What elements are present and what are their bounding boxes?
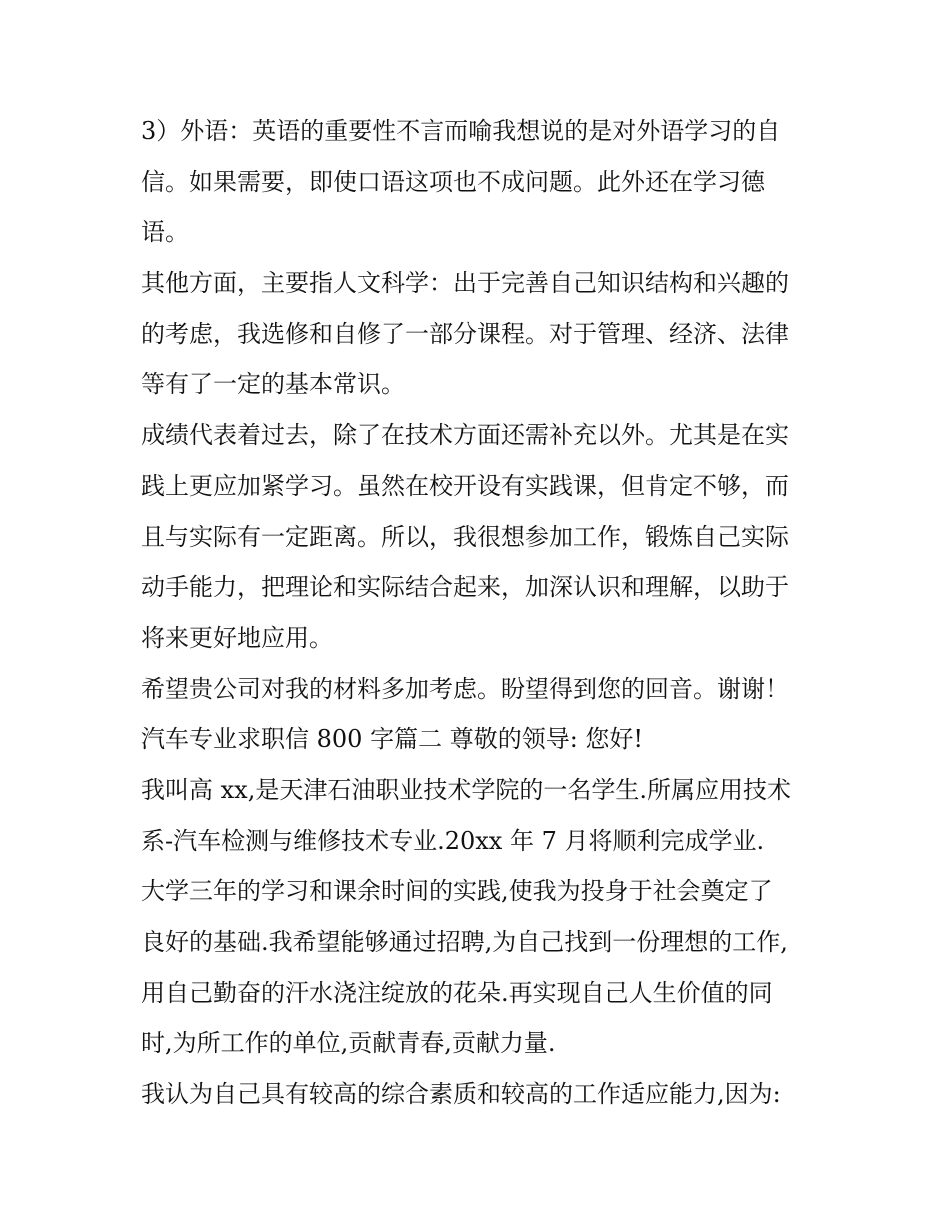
text-line-11: 将来更好地应用。: [141, 623, 333, 652]
body-text: [141, 106, 821, 1120]
text-line-20: 我认为自己具有较高的综合素质和较高的工作适应能力,因为:: [141, 1080, 781, 1109]
text-line-13: 汽车专业求职信 800 字篇二 尊敬的领导: 您好!: [141, 725, 644, 754]
text-line-9: 且与实际有一定距离。所以，我很想参加工作，锻炼自己实际: [141, 522, 789, 551]
text-line-2: 信。如果需要，即使口语这项也不成问题。此外还在学习德: [141, 167, 765, 196]
text-line-7: 成绩代表着过去，除了在技术方面还需补充以外。尤其是在实: [141, 421, 789, 450]
text-line-1: 3）外语：英语的重要性不言而喻我想说的是对外语学习的自: [141, 117, 781, 145]
text-line-8: 践上更应加紧学习。虽然在校开设有实践课，但肯定不够，而: [141, 471, 789, 500]
text-line-10: 动手能力，把理论和实际结合起来，加深认识和理解，以助于: [141, 573, 789, 602]
text-line-16: 大学三年的学习和课余时间的实践,使我为投身于社会奠定了: [141, 877, 773, 906]
text-line-4: 其他方面，主要指人文科学：出于完善自己知识结构和兴趣的: [141, 269, 789, 298]
text-line-12: 希望贵公司对我的材料多加考虑。盼望得到您的回音。谢谢！: [141, 674, 789, 703]
text-line-19: 时,为所工作的单位,贡献青春,贡献力量.: [141, 1029, 556, 1058]
text-line-15: 系-汽车检测与维修技术专业.20xx 年 7 月将顺利完成学业.: [141, 826, 765, 855]
text-line-14: 我叫高 xx,是天津石油职业技术学院的一名学生.所属应用技术: [141, 775, 791, 804]
text-line-17: 良好的基础.我希望能够通过招聘,为自己找到一份理想的工作,: [141, 928, 788, 956]
text-line-3: 语。: [141, 218, 189, 247]
text-line-18: 用自己勤奋的汗水浇注绽放的花朵.再实现自己人生价值的同: [141, 978, 773, 1007]
text-line-5: 的考虑，我选修和自修了一部分课程。对于管理、经济、法律: [141, 319, 789, 348]
text-line-6: 等有了一定的基本常识。: [141, 370, 405, 399]
